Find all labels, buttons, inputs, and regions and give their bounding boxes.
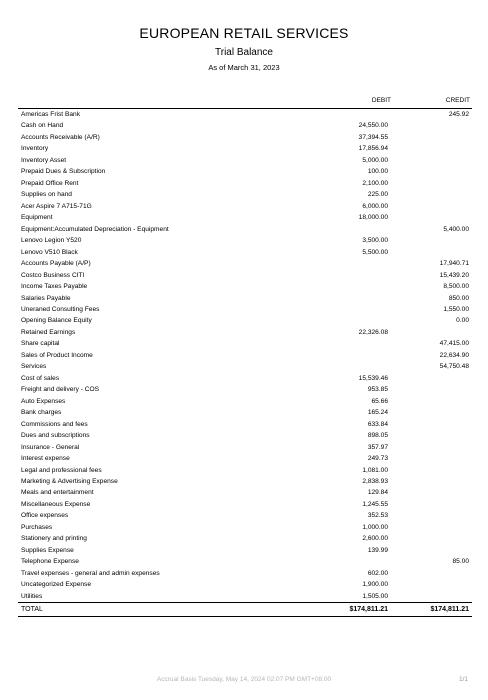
page-number: 1/1 (458, 676, 468, 683)
report-header (0, 24, 488, 73)
account-name: Costco Business CITI (21, 271, 85, 279)
debit-amount: 1,000.00 (362, 523, 388, 531)
table-row (18, 533, 472, 544)
debit-amount: 2,838.93 (362, 478, 388, 485)
account-name: Salaries Payable (21, 294, 71, 302)
account-name: Sales of Product Income (21, 351, 93, 359)
account-name: Prepaid Office Rent (21, 179, 79, 187)
table-row (18, 373, 472, 384)
table-row (18, 465, 472, 476)
debit-amount: 225.00 (367, 191, 388, 199)
debit-amount: 17,856.94 (358, 145, 388, 153)
account-name: Services (21, 363, 47, 371)
account-name: Interest expense (21, 455, 70, 463)
table-row (18, 591, 472, 602)
account-name: Opening Balance Equity (21, 317, 92, 325)
account-name: Stationery and printing (21, 535, 87, 543)
debit-amount: 1,900.00 (362, 581, 388, 589)
table-row (18, 338, 472, 349)
table-row (18, 224, 472, 235)
credit-amount: 850.00 (448, 294, 469, 302)
table-row (18, 201, 472, 212)
credit-amount: 54,750.48 (439, 363, 469, 371)
credit-amount: 17,940.71 (439, 260, 469, 268)
table-row (18, 361, 472, 372)
account-name: Marketing & Advertising Expense (21, 478, 118, 485)
credit-amount: 8,500.00 (443, 283, 469, 291)
table-row (18, 453, 472, 464)
table-row (18, 522, 472, 533)
account-name: Miscellaneous Expense (21, 500, 91, 508)
debit-amount: 5,000.00 (362, 156, 388, 164)
account-name: Telephone Expense (21, 558, 79, 566)
account-name: Share capital (21, 340, 60, 348)
table-row (18, 212, 472, 223)
table-row (18, 178, 472, 189)
account-name: Uncategorized Expense (21, 581, 92, 589)
table-row (18, 396, 472, 407)
account-name: Americas Frist Bank (21, 111, 80, 118)
total-row (18, 602, 472, 617)
account-name: Retained Earnings (21, 328, 76, 336)
debit-amount: 15,539.46 (358, 374, 388, 382)
trial-balance-table (18, 96, 472, 617)
table-body (18, 109, 472, 602)
table-row (18, 510, 472, 521)
total-credit: $174,811.21 (430, 606, 469, 614)
account-name: Equipment:Accumulated Depreciation - Equipment (21, 225, 169, 233)
table-row (18, 143, 472, 154)
table-row (18, 430, 472, 441)
table-row (18, 556, 472, 567)
account-name: Freight and delivery - COS (21, 386, 100, 394)
credit-amount: 0.00 (456, 317, 469, 325)
credit-amount: 85.00 (452, 558, 469, 566)
debit-amount: 3,500.00 (362, 237, 388, 245)
account-name: Cost of sales (21, 374, 60, 382)
account-name: Inventory (21, 145, 49, 153)
credit-amount: 22,634.90 (439, 351, 469, 359)
account-name: Insurance - General (21, 443, 80, 451)
table-row (18, 487, 472, 498)
account-name: Supplies Expense (21, 546, 74, 554)
account-name: Income Taxes Payable (21, 283, 88, 291)
account-name: Accounts Receivable (A/R) (21, 133, 100, 141)
debit-amount: 1,081.00 (362, 466, 388, 474)
table-row (18, 281, 472, 292)
table-row (18, 258, 472, 269)
account-name: Prepaid Dues & Subscription (21, 168, 106, 176)
debit-amount: 249.73 (367, 455, 388, 463)
account-name: Utilities (21, 592, 43, 600)
account-name: Bank charges (21, 409, 62, 417)
table-row (18, 384, 472, 395)
table-row (18, 419, 472, 430)
debit-amount: 633.84 (367, 420, 388, 428)
table-row (18, 442, 472, 453)
account-name: Dues and subscriptions (21, 432, 90, 440)
credit-amount: 5,400.00 (443, 225, 469, 233)
table-row (18, 476, 472, 487)
table-row (18, 579, 472, 590)
account-name: Equipment (21, 214, 53, 222)
account-name: Travel expenses - general and admin expenses (21, 569, 160, 577)
debit-amount: 65.66 (371, 397, 388, 405)
table-row (18, 304, 472, 315)
account-name: Inventory Asset (21, 156, 67, 164)
account-name: Meals and entertainment (21, 489, 94, 497)
debit-amount: 24,550.00 (358, 122, 388, 130)
table-row (18, 109, 472, 120)
credit-column-header: CREDIT (445, 97, 470, 104)
table-row (18, 568, 472, 579)
table-row (18, 350, 472, 361)
table-header (18, 96, 472, 109)
table-row (18, 235, 472, 246)
debit-amount: 1,245.55 (362, 500, 388, 508)
account-name: Lenovo Legion Y520 (21, 237, 82, 245)
account-name: Accounts Payable (A/P) (21, 260, 91, 268)
account-name: Purchases (21, 523, 53, 531)
account-name: Uneraned Consulting Fees (21, 305, 100, 313)
debit-amount: 5,500.00 (362, 248, 388, 256)
debit-amount: 37,394.55 (358, 133, 388, 141)
account-name: Supplies on hand (21, 191, 72, 199)
debit-amount: 953.85 (367, 386, 388, 394)
table-row (18, 407, 472, 418)
account-name: Auto Expenses (21, 397, 66, 405)
table-row (18, 120, 472, 131)
credit-amount: 47,415.00 (439, 340, 469, 348)
table-row (18, 155, 472, 166)
debit-amount: 6,000.00 (362, 202, 388, 210)
table-row (18, 132, 472, 143)
total-debit: $174,811.21 (349, 606, 388, 614)
report-date: As of March 31, 2023 (208, 63, 280, 72)
debit-amount: 898.05 (367, 432, 388, 440)
debit-amount: 18,000.00 (358, 214, 388, 222)
debit-amount: 352.53 (367, 512, 388, 520)
account-name: Office expenses (21, 512, 69, 520)
debit-amount: 602.00 (367, 569, 388, 577)
table-row (18, 247, 472, 258)
footer-basis: Accrual Basis Tuesday, May 14, 2024 02:07 PM GMT+08:00 (156, 676, 332, 683)
account-name: Legal and professional fees (21, 466, 102, 474)
credit-amount: 1,550.00 (443, 305, 469, 313)
table-row (18, 189, 472, 200)
debit-column-header: DEBIT (371, 97, 391, 104)
debit-amount: 22,326.08 (358, 328, 388, 336)
table-row (18, 499, 472, 510)
debit-amount: 165.24 (367, 409, 388, 417)
debit-amount: 2,600.00 (362, 535, 388, 543)
debit-amount: 1,505.00 (362, 592, 388, 600)
table-row (18, 293, 472, 304)
report-title: Trial Balance (215, 47, 273, 58)
debit-amount: 357.97 (367, 443, 388, 451)
debit-amount: 139.99 (367, 546, 388, 554)
account-name: Commissions and fees (21, 420, 88, 428)
table-row (18, 327, 472, 338)
table-row (18, 270, 472, 281)
table-row (18, 166, 472, 177)
debit-amount: 2,100.00 (362, 179, 388, 187)
account-name: Lenovo V510 Black (21, 248, 78, 256)
credit-amount: 245.92 (448, 111, 469, 118)
company-name: EUROPEAN RETAIL SERVICES (139, 25, 349, 41)
table-row (18, 545, 472, 556)
table-row (18, 315, 472, 326)
total-label: TOTAL (21, 606, 43, 614)
credit-amount: 15,439.20 (439, 271, 469, 279)
debit-amount: 129.84 (367, 489, 388, 497)
account-name: Cash on Hand (21, 122, 64, 130)
account-name: Acer Aspire 7 A715-71G (21, 202, 92, 210)
debit-amount: 100.00 (367, 168, 388, 176)
